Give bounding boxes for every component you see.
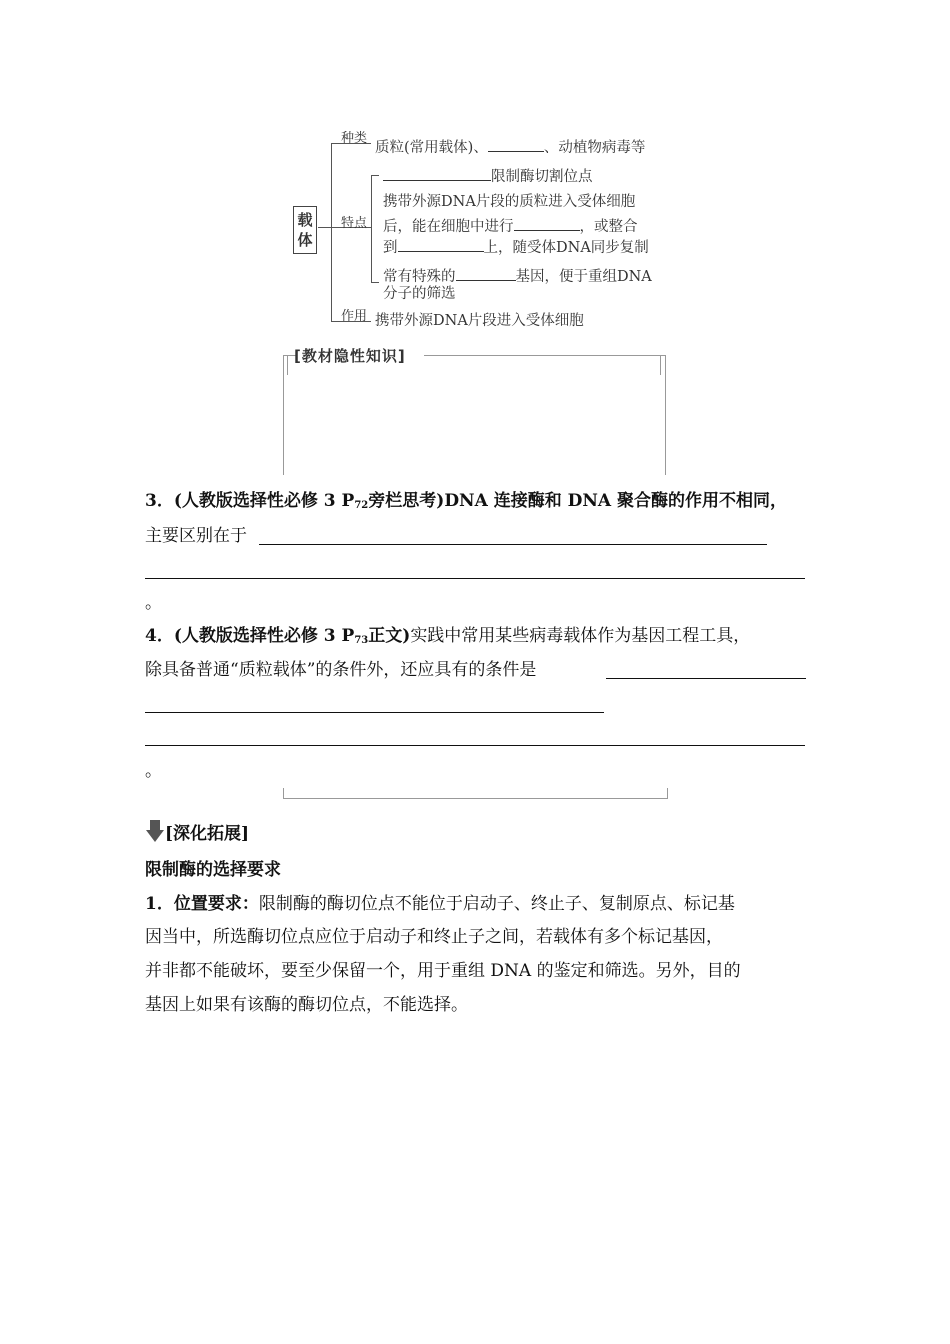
q3-answer-line-1[interactable] xyxy=(259,544,767,545)
feature-2-line3: 到 上，随受体DNA同步复制 xyxy=(383,237,649,256)
extension-item1-line4: 基因上如果有该酶的酶切位点，不能选择。 xyxy=(145,995,468,1015)
feature-3-line2: 分子的筛选 xyxy=(383,286,456,302)
branch-use-label: 作用 xyxy=(341,309,368,324)
branch-kind-label: 种类 xyxy=(341,131,368,146)
feature-2-blank-2[interactable] xyxy=(398,237,484,252)
down-arrow-icon xyxy=(146,820,164,846)
q4-end: 。 xyxy=(145,761,162,781)
q3-line1: 3．(人教版选择性必修 3 $P_{72}$旁栏思考)DNA 连接酶和 DNA 聚合酶的作用不相同， xyxy=(145,491,788,511)
extension-item1-line2: 因当中，所选酶切位点应位于启动子和终止子之间，若载体有多个标记基因， xyxy=(145,927,723,947)
q3-end: 。 xyxy=(145,593,162,613)
extension-item1-line3: 并非都不能破坏，要至少保留一个，用于重组 DNA 的鉴定和筛选。另外，目的 xyxy=(145,961,741,981)
feature-3-line1: 常有特殊的 基因，便于重组DNA xyxy=(383,266,652,285)
concept-map-root: 载体 xyxy=(293,206,317,254)
q4-answer-line-1[interactable] xyxy=(606,678,806,679)
feature-3-blank[interactable] xyxy=(456,266,516,281)
feature-1: 限制酶切割位点 xyxy=(383,166,593,185)
feature-2-line1: 携带外源DNA片段的质粒进入受体细胞 xyxy=(383,194,636,210)
branch-feature-label: 特点 xyxy=(341,216,368,231)
extension-item1-line1: 1．位置要求：限制酶的酶切位点不能位于启动子、终止子、复制原点、标记基 xyxy=(145,894,735,914)
q4-answer-line-3[interactable] xyxy=(145,745,805,746)
q4-answer-line-2[interactable] xyxy=(145,712,604,713)
q4-line1: 4．(人教版选择性必修 3 $P_{73}$正文)实践中常用某些病毒载体作为基因工程工具， xyxy=(145,626,751,646)
feature-1-blank[interactable] xyxy=(383,166,491,181)
q3-line2: 主要区别在于 xyxy=(145,526,247,546)
extension-subtitle: 限制酶的选择要求 xyxy=(145,860,281,880)
feature-2-line2: 后，能在细胞中进行 ，或整合 xyxy=(383,216,638,235)
extension-header: [深化拓展] xyxy=(165,824,250,844)
kind-text: 质粒(常用载体)、 、动植物病毒等 xyxy=(375,137,645,156)
feature-2-blank-1[interactable] xyxy=(514,216,580,231)
q4-line2: 除具备普通“质粒载体”的条件外，还应具有的条件是 xyxy=(145,660,537,680)
use-text: 携带外源DNA片段进入受体细胞 xyxy=(375,313,584,329)
frame-title: [教材隐性知识] xyxy=(294,347,406,365)
q3-answer-line-2[interactable] xyxy=(145,578,805,579)
kind-blank[interactable] xyxy=(488,137,544,152)
